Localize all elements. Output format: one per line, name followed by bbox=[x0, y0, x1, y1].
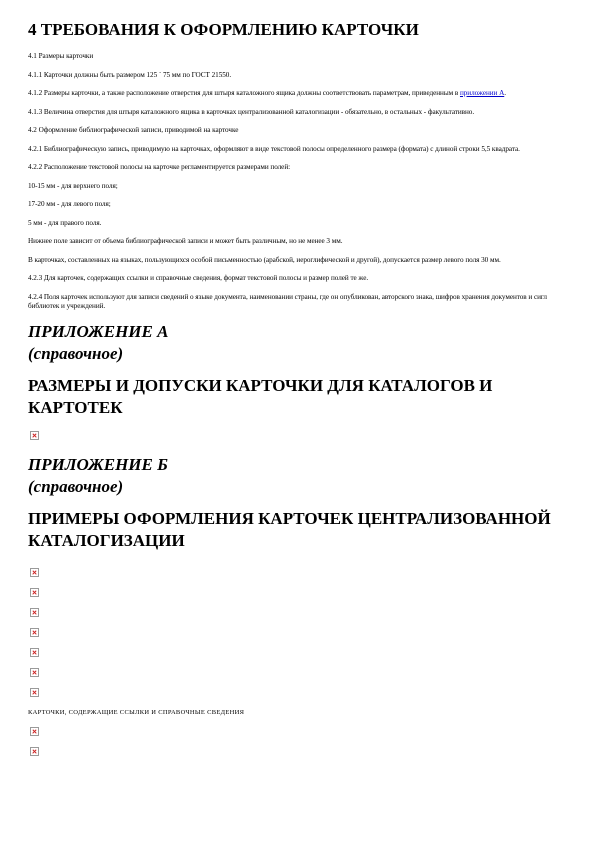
broken-image-icon bbox=[30, 568, 39, 577]
appendix-b-kind: (справочное) bbox=[28, 476, 124, 496]
para-4-2-2: 4.2.2 Расположение текстовой полосы на карточке регламентируется размерами полей: bbox=[28, 163, 291, 171]
broken-image-icon bbox=[30, 431, 39, 440]
para-4-2-3: 4.2.3 Для карточек, содержащих ссылки и справочные сведения, формат текстовой полосы и размер полей те же. bbox=[28, 274, 369, 282]
top-margin-line: 10-15 мм - для верхнего поля; bbox=[28, 181, 118, 190]
para-4-1-3: 4.1.3 Величина отверстия для штыря каталожного ящика в карточках централизованной каталогизации - обязательно, в остальных - факультативно. bbox=[28, 107, 475, 116]
broken-image-icon bbox=[30, 668, 39, 677]
broken-image-icon bbox=[30, 727, 39, 736]
broken-image-icon bbox=[30, 628, 39, 637]
appendix-b-heading: ПРИЛОЖЕНИЕ Б bbox=[28, 454, 168, 474]
appendix-a-title: РАЗМЕРЫ И ДОПУСКИ КАРТОЧКИ ДЛЯ КАТАЛОГОВ И КАРТОТЕК bbox=[28, 375, 493, 417]
broken-image-icon bbox=[30, 747, 39, 756]
para-4-1-2 bbox=[28, 89, 568, 99]
bottom-margin-para: Нижнее поле зависит от объема библиографической записи и может быть различным, но не менее 3 мм. bbox=[28, 237, 343, 245]
broken-image-icon bbox=[30, 688, 39, 697]
broken-image-icon bbox=[30, 608, 39, 617]
document-page bbox=[28, 14, 568, 767]
para-4-1-1: 4.1.1 Карточки должны быть размером 125 ´ 75 мм по ГОСТ 21550. bbox=[28, 70, 232, 79]
appendix-a-link[interactable]: приложении А bbox=[459, 89, 505, 97]
section-4-title: 4 ТРЕБОВАНИЯ К ОФОРМЛЕНИЮ КАРТОЧКИ bbox=[28, 20, 419, 39]
para-4-1-2-end: . bbox=[504, 89, 506, 97]
para-4-1: 4.1 Размеры карточки bbox=[28, 52, 94, 60]
appendix-b-title: ПРИМЕРЫ ОФОРМЛЕНИЯ КАРТОЧЕК ЦЕНТРАЛИЗОВАННОЙ КАТАЛОГИЗАЦИИ bbox=[28, 508, 551, 550]
para-4-2-1: 4.2.1 Библиографическую запись, приводимую на карточках, оформляют в виде текстовой полосы определенного размера (формата) с длиной строки 5,5 квадрата. bbox=[28, 144, 520, 153]
appendix-b-subheading: КАРТОЧКИ, СОДЕРЖАЩИЕ ССЫЛКИ И СПРАВОЧНЫЕ СВЕДЕНИЯ bbox=[28, 708, 245, 716]
para-4-2: 4.2 Оформление библиографической записи, приводимой на карточке bbox=[28, 126, 239, 134]
broken-image-icon bbox=[30, 588, 39, 597]
para-4-1-2-text: 4.1.2 Размеры карточки, а также расположение отверстия для штыря каталожного ящика должны соответствовать параметрам, приведенным в bbox=[28, 89, 460, 97]
para-4-2-4: 4.2.4 Поля карточек используют для записи сведений о языке документа, наименовании страны, где он опубликован, авторского знака, шифров хранения документов и сигл библиотек и учреждений. bbox=[28, 292, 547, 310]
right-margin-line: 5 мм - для правого поля. bbox=[28, 218, 102, 227]
special-scripts-para: В карточках, составленных на языках, пользующихся особой письменностью (арабской, иероглифической и другой), допускается размер левого поля 30 мм. bbox=[28, 255, 501, 264]
appendix-a-kind: (справочное) bbox=[28, 343, 124, 363]
broken-image-icon bbox=[30, 648, 39, 657]
left-margin-line: 17-20 мм - для левого поля; bbox=[28, 200, 111, 208]
appendix-a-heading: ПРИЛОЖЕНИЕ А bbox=[28, 321, 169, 341]
